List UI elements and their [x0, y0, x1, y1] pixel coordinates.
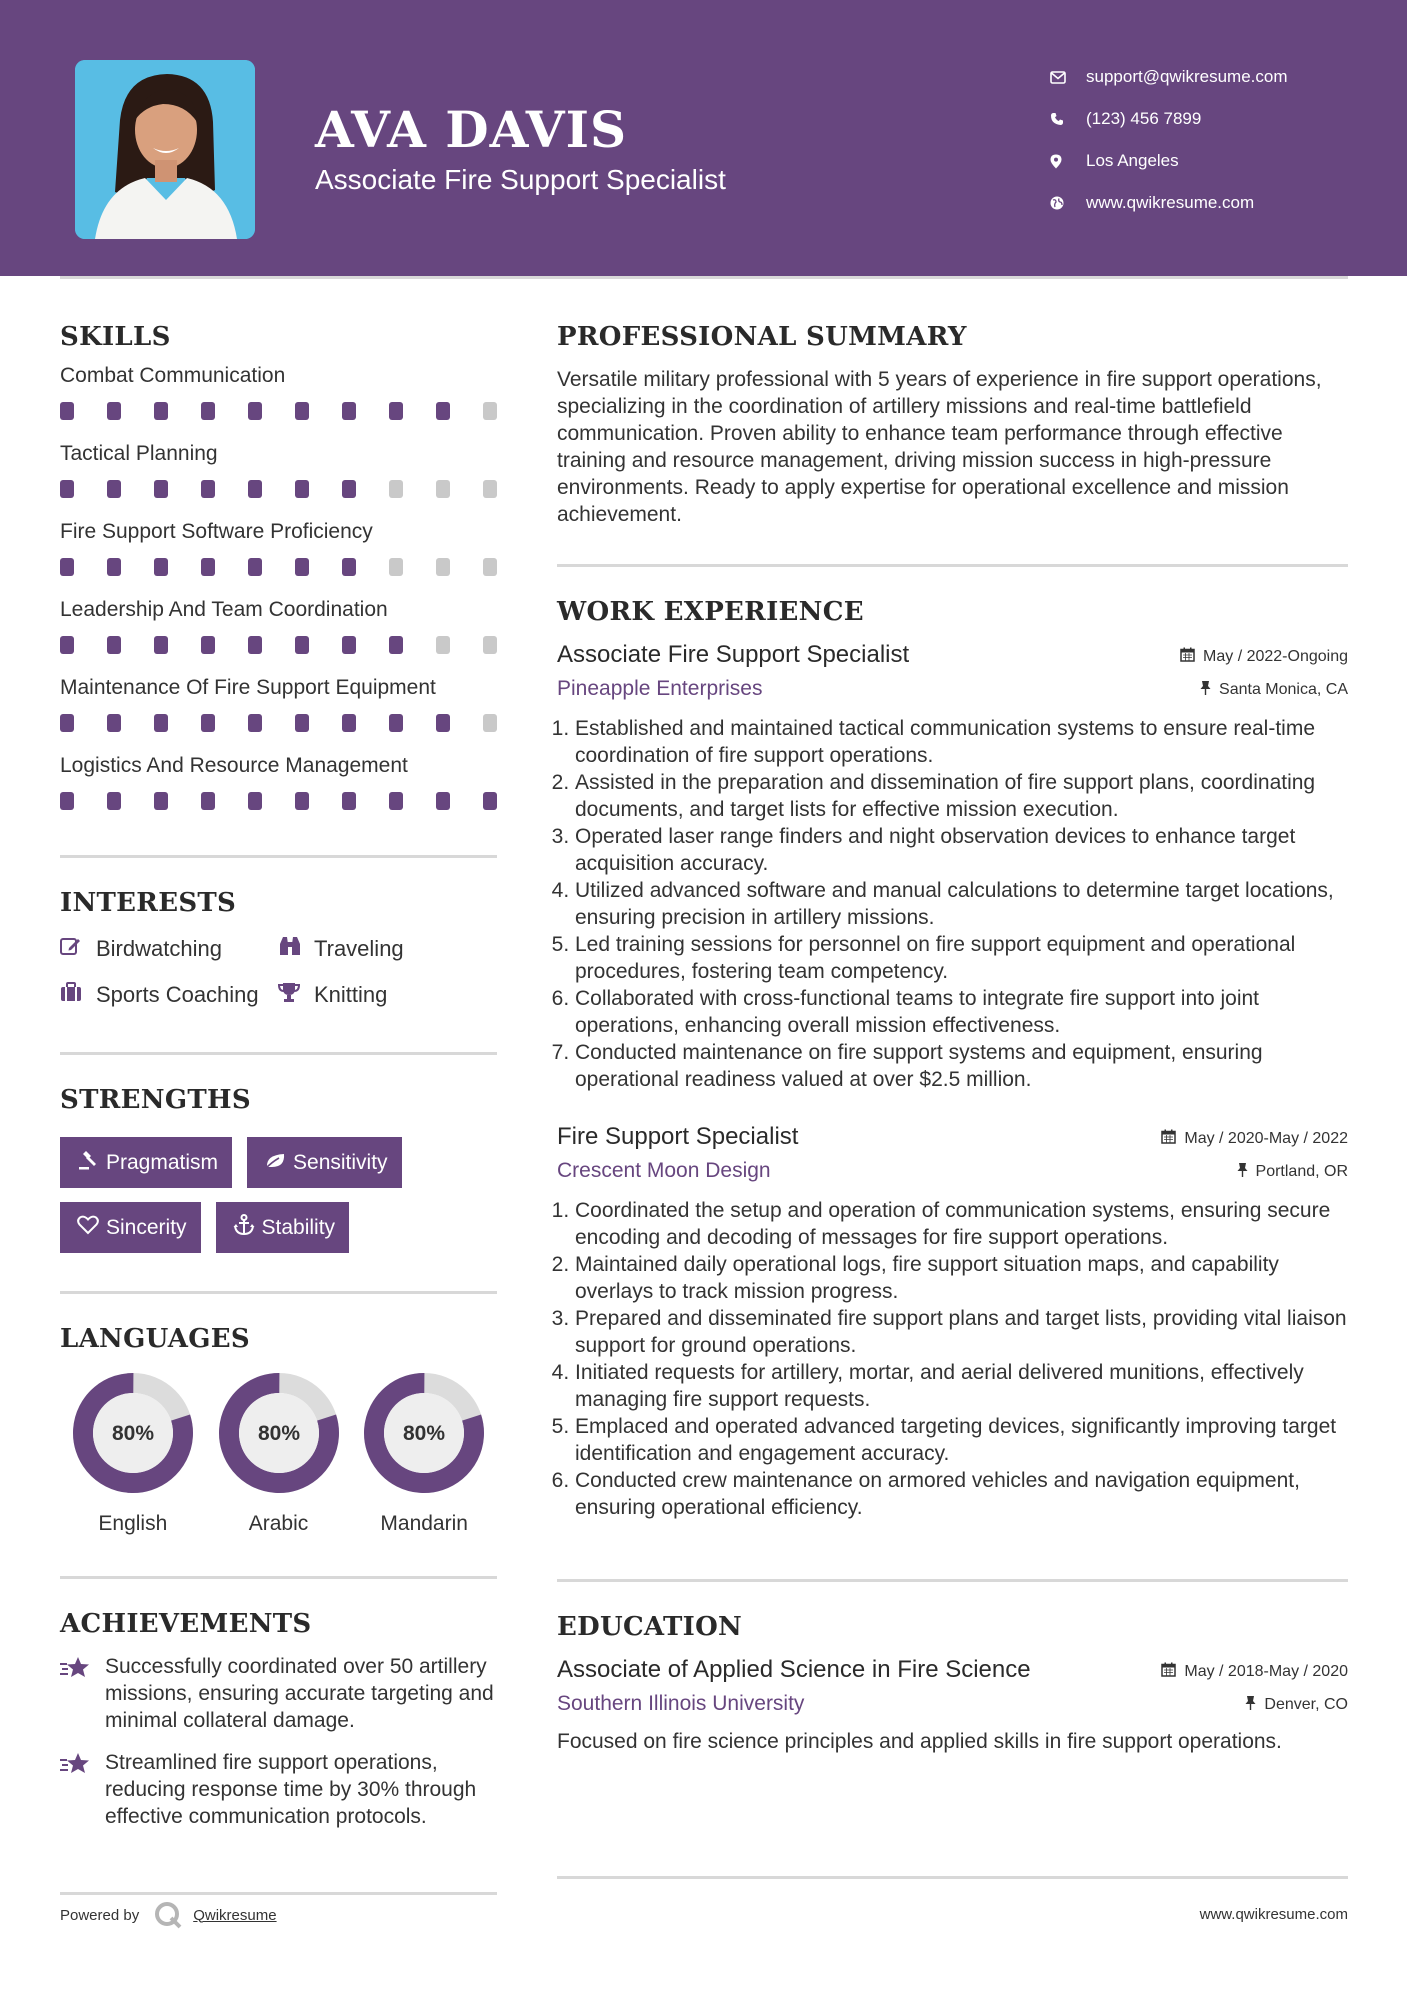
footer-divider-right [557, 1876, 1348, 1879]
skill-rating [60, 480, 497, 500]
section-divider [60, 1052, 497, 1055]
achievements-list [60, 1653, 497, 1830]
pushpin-icon [1237, 1162, 1248, 1182]
skill-dot-filled [201, 402, 215, 420]
profile-photo-illustration [75, 60, 255, 239]
skill-rating [60, 714, 497, 734]
skill-dot-filled [201, 792, 215, 810]
achievement-text: Streamlined fire support operations, reducing response time by 30% through effective communication protocols. [105, 1751, 477, 1828]
languages-title: LANGUAGES [60, 1324, 250, 1354]
contact-phone[interactable] [1050, 98, 1288, 140]
skill-dot-filled [295, 402, 309, 420]
education-description: Focused on fire science principles and applied skills in fire support operations. [557, 1730, 1282, 1753]
gavel-icon [70, 1150, 106, 1176]
job-bullet: 4. Utilized advanced software and manual calculations to determine target locations, ensuring precision in artillery missions. [575, 877, 1348, 931]
job-bullet: 1. Coordinated the setup and operation of communication systems, ensuring secure encoding and decoding of messages for fire support operations. [575, 1197, 1348, 1251]
language-progress-ring [72, 1372, 194, 1494]
skill-dot-filled [154, 480, 168, 498]
strength-tag [247, 1137, 402, 1188]
skill-dot-filled [107, 558, 121, 576]
skill-dot-filled [342, 558, 356, 576]
language-percent: 80% [403, 1422, 446, 1445]
contact-email-text: support@qwikresume.com [1086, 67, 1288, 86]
job-date [1161, 1129, 1348, 1149]
skill-dot-filled [154, 714, 168, 732]
interest-label: Birdwatching [96, 936, 222, 961]
education-location [1245, 1695, 1348, 1715]
skill-dot-filled [154, 402, 168, 420]
skill-dot-filled [107, 480, 121, 498]
skill-dot-filled [154, 636, 168, 654]
header-divider [60, 276, 1348, 279]
job-bullet: 6. Collaborated with cross-functional teams to integrate fire support into joint operations, enhancing overall mission effectiveness. [575, 985, 1348, 1039]
degree-title: Associate of Applied Science in Fire Science [557, 1656, 1031, 1683]
job-bullet: 3. Operated laser range finders and night observation devices to enhance target acquisition accuracy. [575, 823, 1348, 877]
education-entry [557, 1656, 1348, 1755]
job-bullet: 5. Led training sessions for personnel on fire support equipment and operational procedures, fostering team competency. [575, 931, 1348, 985]
contact-website[interactable] [1050, 182, 1288, 224]
job-location-text: Santa Monica, CA [1219, 681, 1348, 698]
candidate-role: Associate Fire Support Specialist [315, 164, 726, 195]
envelope-icon [1050, 71, 1086, 84]
language-item [206, 1372, 352, 1536]
skill-dot-filled [389, 714, 403, 732]
job-date-text: May / 2022-Ongoing [1203, 648, 1348, 665]
skill-dot-filled [295, 714, 309, 732]
job-bullets [557, 1197, 1348, 1521]
candidate-name: AVA DAVIS [315, 100, 628, 159]
job-bullet: 6. Conducted crew maintenance on armored vehicles and navigation equipment, ensuring operational efficiency. [575, 1467, 1348, 1521]
skill-dot-filled [295, 558, 309, 576]
experience-title: WORK EXPERIENCE [557, 597, 864, 627]
skill-dot-filled [389, 636, 403, 654]
calendar-icon [1180, 647, 1195, 667]
job-bullet: 5. Emplaced and operated advanced targeting devices, significantly improving target identification and engagement accuracy. [575, 1413, 1348, 1467]
skill-dot-empty [483, 480, 497, 498]
achievement-text: Successfully coordinated over 50 artillery missions, ensuring accurate targeting and minimal collateral damage. [105, 1655, 494, 1732]
education-date-text: May / 2018-May / 2020 [1184, 1663, 1348, 1680]
skill-dot-filled [342, 792, 356, 810]
interest-label: Knitting [314, 982, 388, 1007]
skill-dot-filled [60, 402, 74, 420]
left-column [60, 322, 497, 1830]
interest-item [278, 982, 497, 1008]
skill-dot-filled [201, 714, 215, 732]
contact-website-text: www.qwikresume.com [1086, 193, 1255, 212]
section-divider [60, 1576, 497, 1579]
job-entry [557, 1123, 1348, 1521]
map-pin-icon [1050, 154, 1086, 169]
skill-dot-filled [436, 402, 450, 420]
qwikresume-logo-icon [153, 1900, 183, 1930]
skill-dot-empty [436, 636, 450, 654]
skill-name: Leadership And Team Coordination [60, 598, 388, 621]
pushpin-icon [1245, 1695, 1256, 1715]
skill-dot-filled [295, 480, 309, 498]
strengths-title: STRENGTHS [60, 1085, 251, 1115]
strength-label: Pragmatism [106, 1150, 219, 1174]
skill-dot-filled [436, 792, 450, 810]
skill-dot-filled [389, 402, 403, 420]
contact-location [1050, 140, 1288, 182]
section-divider [557, 564, 1348, 567]
language-name: Arabic [248, 1512, 309, 1535]
skill-dot-filled [60, 714, 74, 732]
edit-icon [60, 936, 96, 962]
footer-divider-left [60, 1892, 497, 1895]
strength-tag [60, 1137, 232, 1188]
job-location-text: Portland, OR [1255, 1163, 1348, 1180]
job-title: Associate Fire Support Specialist [557, 641, 910, 668]
skill-dot-filled [248, 402, 262, 420]
skill-dot-filled [201, 558, 215, 576]
interests-title: INTERESTS [60, 888, 237, 918]
right-column [557, 322, 1348, 1755]
skill-dot-filled [248, 792, 262, 810]
skill-name: Logistics And Resource Management [60, 754, 408, 777]
section-divider [60, 855, 497, 858]
skill-dot-filled [389, 792, 403, 810]
job-bullet: 7. Conducted maintenance on fire support systems and equipment, ensuring operational readiness valued at over $2.5 million. [575, 1039, 1348, 1093]
job-bullet: 2. Assisted in the preparation and dissemination of fire support plans, coordinating documents, and target lists for effective mission execution. [575, 769, 1348, 823]
language-name: Mandarin [380, 1512, 468, 1535]
anchor-icon [226, 1214, 262, 1242]
language-name: English [98, 1512, 168, 1535]
skill-dot-filled [248, 480, 262, 498]
pushpin-icon [1200, 680, 1211, 700]
job-bullet: 4. Initiated requests for artillery, mortar, and aerial delivered munitions, effectively managing fire support requests. [575, 1359, 1348, 1413]
job-location [1237, 1162, 1348, 1182]
skills-list [60, 364, 497, 812]
job-date-text: May / 2020-May / 2022 [1184, 1130, 1348, 1147]
interest-label: Traveling [314, 936, 404, 961]
skill-dot-filled [483, 792, 497, 810]
skill-dot-filled [107, 792, 121, 810]
summary-title: PROFESSIONAL SUMMARY [557, 322, 967, 352]
achievement-item [60, 1749, 497, 1830]
skill-dot-empty [436, 558, 450, 576]
powered-by [60, 1900, 277, 1930]
trophy-icon [278, 982, 314, 1008]
contact-list [1050, 56, 1288, 224]
job-bullet: 3. Prepared and disseminated fire support plans and target lists, providing vital liaison support for ground operations. [575, 1305, 1348, 1359]
skill-name: Tactical Planning [60, 442, 218, 465]
interests-list [60, 936, 497, 1008]
job-location [1200, 680, 1348, 700]
skill-rating [60, 402, 497, 422]
job-bullet: 1. Established and maintained tactical communication systems to ensure real-time coordination of fire support operations. [575, 715, 1348, 769]
strength-tag [60, 1202, 201, 1253]
school-name: Southern Illinois University [557, 1692, 805, 1715]
job-bullet: 2. Maintained daily operational logs, fire support situation maps, and capability overlays to track mission progress. [575, 1251, 1348, 1305]
skill-dot-filled [342, 636, 356, 654]
heart-icon [70, 1215, 106, 1241]
job-date [1180, 647, 1348, 667]
skill-name: Fire Support Software Proficiency [60, 520, 373, 543]
summary-text: Versatile military professional with 5 years of experience in fire support operations, specializing in the coordination of artillery missions and real-time battlefield communication. Proven ability to enhance team performance through effective training and resource management, driving mission success in high-pressure environments. Ready to apply expertise for operational excellence and mission achievement. [557, 368, 1322, 526]
skill-dot-filled [248, 636, 262, 654]
skill-dot-filled [60, 480, 74, 498]
skill-dot-filled [201, 480, 215, 498]
skill-dot-empty [436, 480, 450, 498]
interest-label: Sports Coaching [96, 982, 259, 1007]
skill-dot-filled [248, 714, 262, 732]
contact-email[interactable] [1050, 56, 1288, 98]
language-percent: 80% [257, 1422, 300, 1445]
skill-dot-filled [60, 558, 74, 576]
skill-dot-filled [436, 714, 450, 732]
education-title: EDUCATION [557, 1612, 743, 1642]
skill-rating [60, 558, 497, 578]
skill-dot-filled [248, 558, 262, 576]
job-company: Crescent Moon Design [557, 1159, 771, 1182]
skill-dot-filled [107, 402, 121, 420]
skill-rating [60, 792, 497, 812]
powered-by-label: Powered by [60, 1906, 140, 1924]
calendar-icon [1161, 1129, 1176, 1149]
globe-icon [1050, 196, 1086, 210]
qwikresume-link[interactable]: Qwikresume [193, 1906, 277, 1924]
skill-dot-empty [483, 636, 497, 654]
skill-dot-empty [483, 558, 497, 576]
job-bullets [557, 715, 1348, 1093]
language-item [60, 1372, 206, 1536]
language-progress-ring [363, 1372, 485, 1494]
skill-dot-filled [342, 402, 356, 420]
languages-list [60, 1372, 497, 1536]
strength-label: Sensitivity [293, 1150, 388, 1174]
skill-dot-filled [342, 480, 356, 498]
skill-dot-filled [201, 636, 215, 654]
skill-dot-filled [295, 636, 309, 654]
achievement-item [60, 1653, 497, 1734]
skills-title: SKILLS [60, 322, 171, 352]
strength-tag [216, 1202, 350, 1253]
skill-dot-filled [60, 792, 74, 810]
job-entry [557, 641, 1348, 1093]
footer-website-link[interactable]: www.qwikresume.com [1199, 1906, 1348, 1923]
job-company: Pineapple Enterprises [557, 677, 763, 700]
skill-dot-filled [154, 558, 168, 576]
contact-phone-text: (123) 456 7899 [1086, 109, 1202, 128]
contact-location-text: Los Angeles [1086, 151, 1179, 170]
star-icon [60, 1749, 105, 1830]
skill-dot-empty [483, 714, 497, 732]
skill-dot-filled [295, 792, 309, 810]
skill-dot-empty [389, 558, 403, 576]
interest-item [60, 982, 278, 1008]
leaf-icon [257, 1150, 293, 1176]
language-percent: 80% [111, 1422, 154, 1445]
skill-rating [60, 636, 497, 656]
resume-header [0, 0, 1407, 276]
calendar-icon [1161, 1662, 1176, 1682]
phone-icon [1050, 112, 1086, 126]
section-divider [557, 1579, 1348, 1582]
strength-label: Stability [261, 1215, 336, 1239]
skill-dot-filled [342, 714, 356, 732]
skill-dot-filled [154, 792, 168, 810]
strengths-list [60, 1137, 497, 1253]
skill-dot-empty [483, 402, 497, 420]
star-icon [60, 1653, 105, 1734]
interest-item [278, 936, 497, 962]
job-title: Fire Support Specialist [557, 1123, 799, 1150]
interest-item [60, 936, 278, 962]
language-progress-ring [218, 1372, 340, 1494]
section-divider [60, 1291, 497, 1294]
language-item [351, 1372, 497, 1536]
education-date [1161, 1662, 1348, 1682]
profile-photo [75, 60, 255, 239]
skill-dot-filled [107, 714, 121, 732]
briefcase-icon [60, 982, 96, 1008]
skill-dot-filled [60, 636, 74, 654]
skill-dot-empty [389, 480, 403, 498]
achievements-title: ACHIEVEMENTS [60, 1609, 312, 1639]
skill-dot-filled [107, 636, 121, 654]
skill-name: Combat Communication [60, 364, 286, 387]
skill-name: Maintenance Of Fire Support Equipment [60, 676, 436, 699]
binoculars-icon [278, 936, 314, 962]
education-location-text: Denver, CO [1264, 1696, 1348, 1713]
strength-label: Sincerity [106, 1215, 187, 1239]
